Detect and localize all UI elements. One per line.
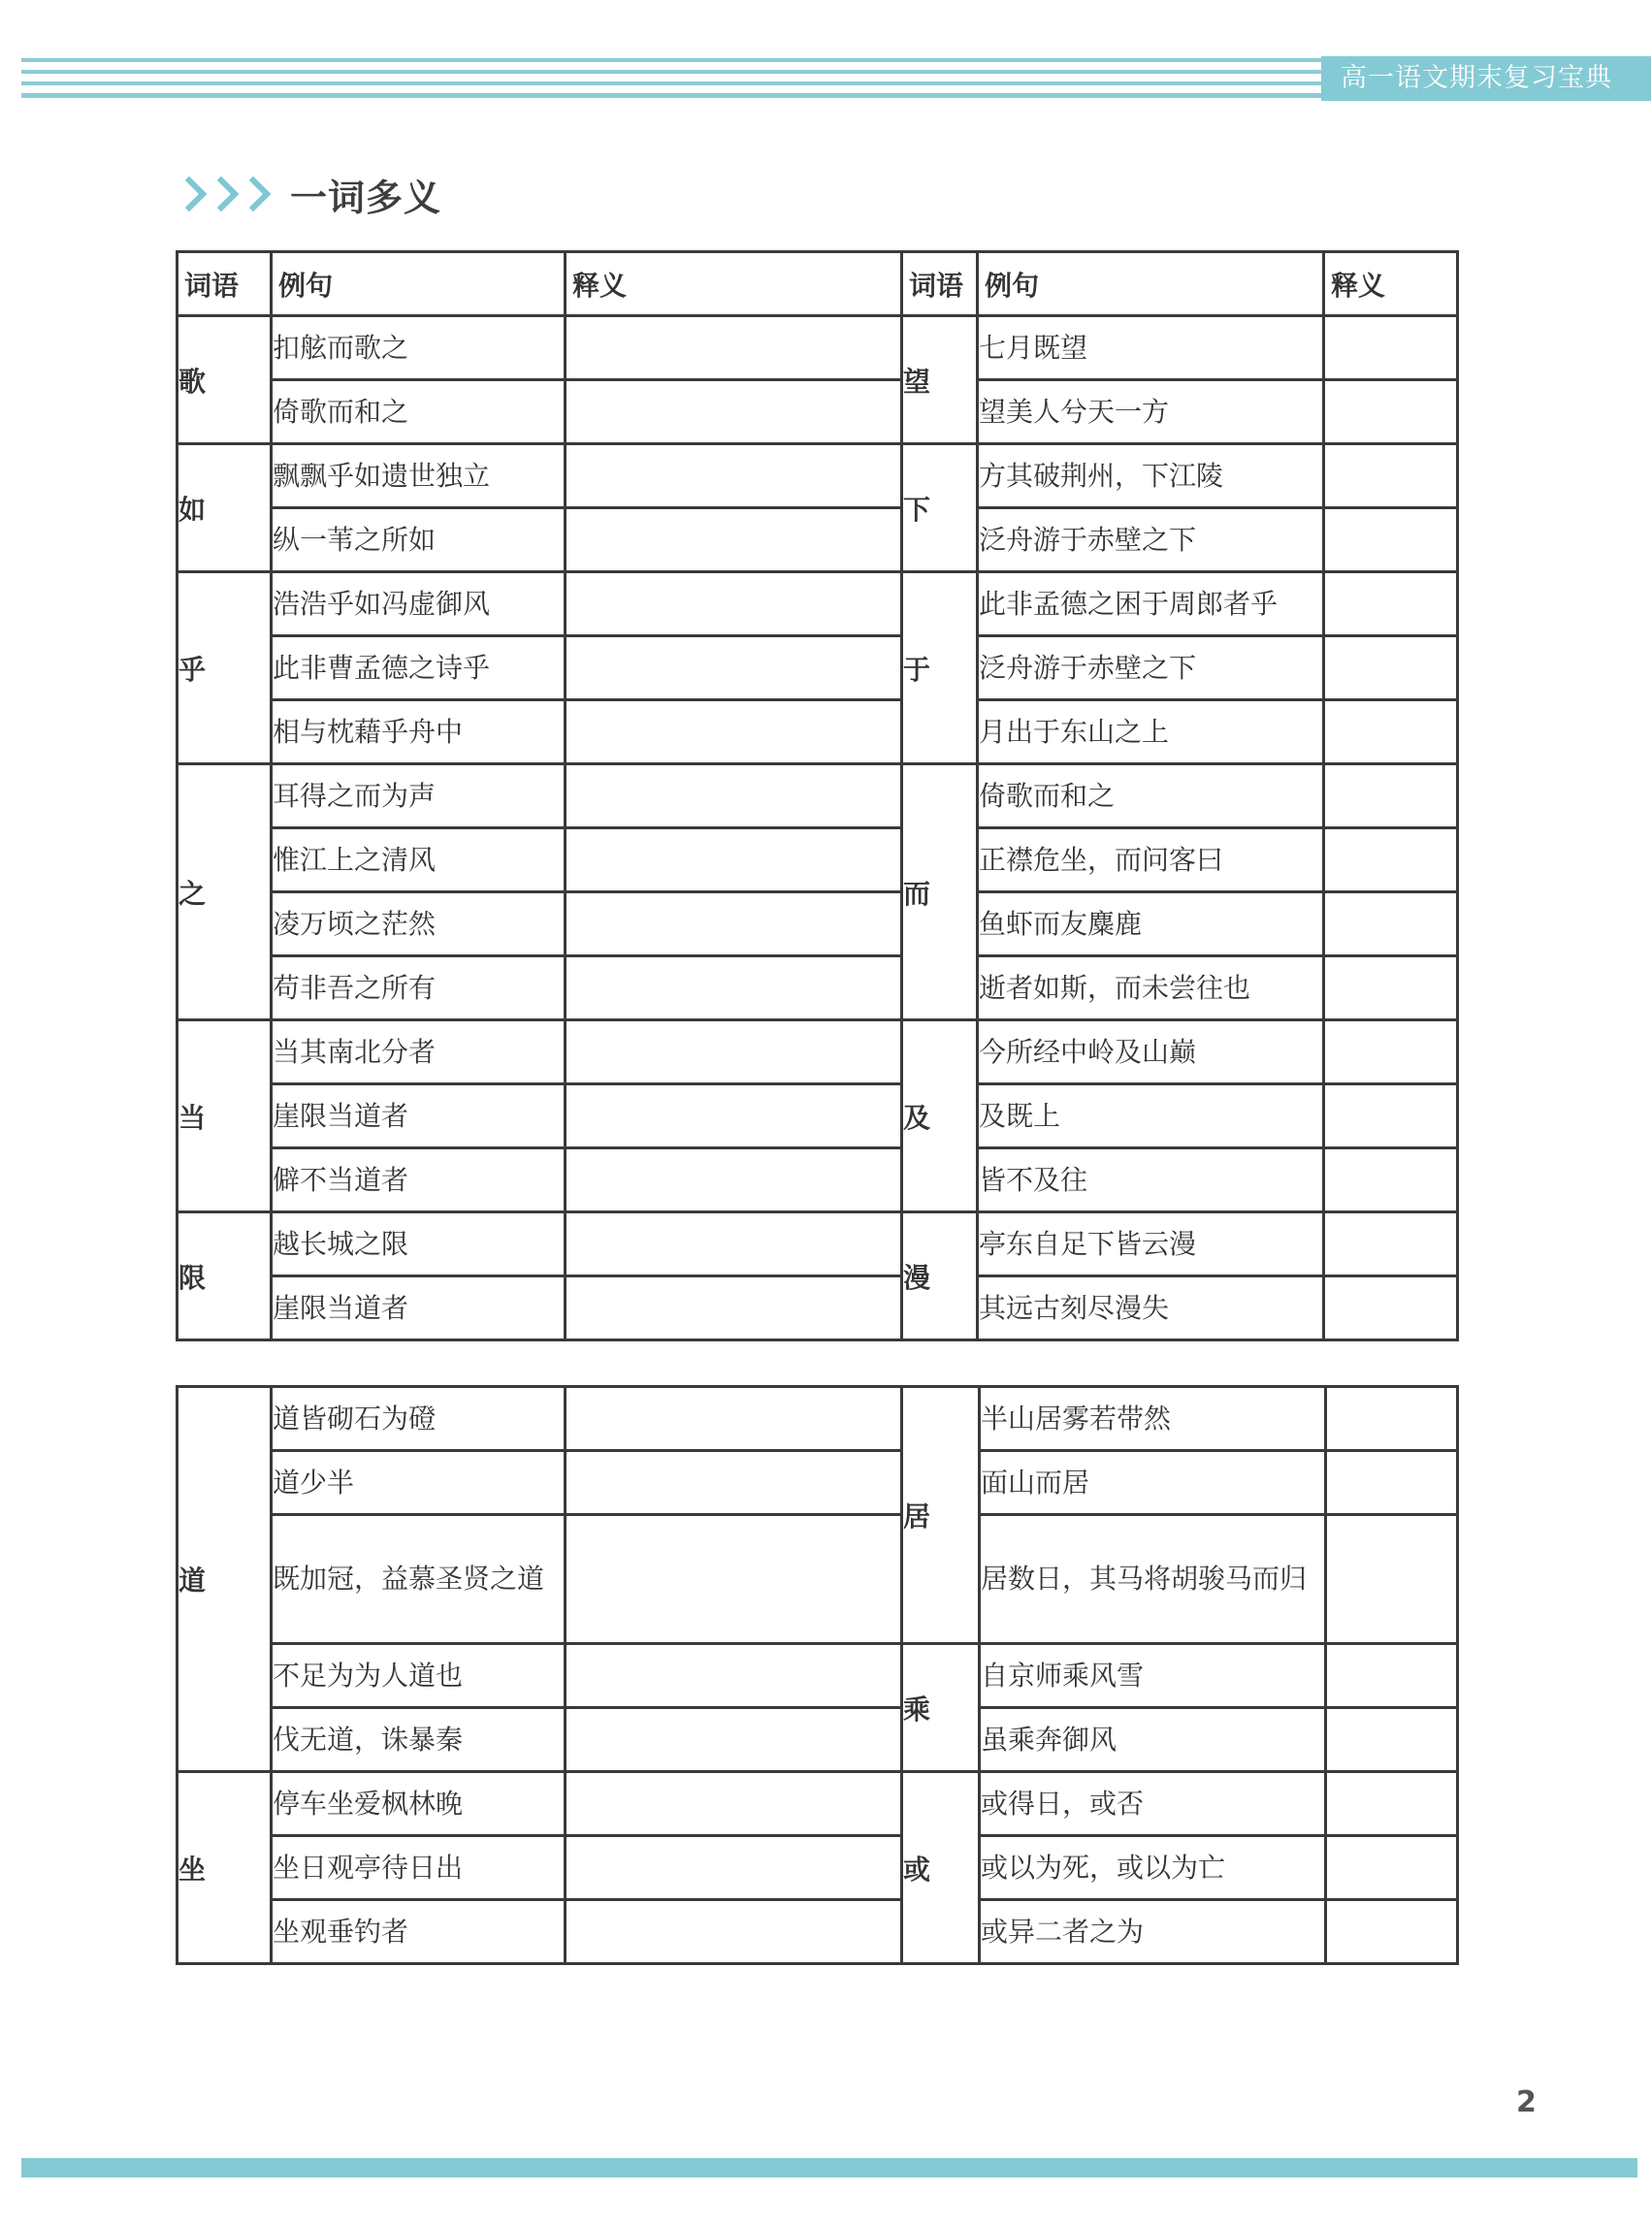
meaning-answer-cell[interactable] — [566, 1708, 902, 1772]
word-cell: 如 — [178, 444, 272, 572]
meaning-answer-cell[interactable] — [566, 316, 902, 380]
example-sentence-cell: 望美人兮天一方 — [978, 380, 1324, 444]
example-sentence-cell: 浩浩乎如冯虚御风 — [272, 572, 566, 636]
header-stripes — [21, 58, 1321, 99]
word-cell: 限 — [178, 1212, 272, 1340]
meaning-answer-cell[interactable] — [566, 828, 902, 892]
vocab-table-block-2 — [176, 1385, 1459, 1965]
example-sentence-cell: 耳得之而为声 — [272, 764, 566, 828]
column-header-example: 例句 — [272, 252, 566, 316]
example-sentence-cell: 泛舟游于赤壁之下 — [978, 636, 1324, 700]
word-cell: 歌 — [178, 316, 272, 444]
meaning-answer-cell[interactable] — [1324, 700, 1458, 764]
example-sentence-cell: 飘飘乎如遗世独立 — [272, 444, 566, 508]
table-row — [178, 1020, 1458, 1084]
example-sentence-cell: 此非孟德之困于周郎者乎 — [978, 572, 1324, 636]
meaning-answer-cell[interactable] — [566, 1836, 902, 1900]
word-cell: 道 — [178, 1387, 272, 1772]
example-sentence-cell: 自京师乘风雪 — [980, 1644, 1326, 1708]
meaning-answer-cell[interactable] — [1324, 828, 1458, 892]
meaning-answer-cell[interactable] — [1324, 892, 1458, 956]
meaning-answer-cell[interactable] — [1324, 764, 1458, 828]
meaning-answer-cell[interactable] — [1324, 956, 1458, 1020]
table-row — [178, 380, 1458, 444]
meaning-answer-cell[interactable] — [566, 1084, 902, 1148]
table-row — [178, 316, 1458, 380]
example-sentence-cell: 逝者如斯，而未尝往也 — [978, 956, 1324, 1020]
meaning-answer-cell[interactable] — [1326, 1772, 1458, 1836]
example-sentence-cell: 半山居雾若带然 — [980, 1387, 1326, 1451]
meaning-answer-cell[interactable] — [1326, 1644, 1458, 1708]
meaning-answer-cell[interactable] — [1324, 1276, 1458, 1340]
example-sentence-cell: 方其破荆州，下江陵 — [978, 444, 1324, 508]
table-row — [178, 636, 1458, 700]
word-cell: 漫 — [902, 1212, 978, 1340]
table-row — [178, 508, 1458, 572]
word-cell: 之 — [178, 764, 272, 1020]
example-sentence-cell: 坐日观亭待日出 — [272, 1836, 566, 1900]
example-sentence-cell: 伐无道，诛暴秦 — [272, 1708, 566, 1772]
meaning-answer-cell[interactable] — [1324, 1020, 1458, 1084]
column-header-example: 例句 — [978, 252, 1324, 316]
meaning-answer-cell[interactable] — [1324, 316, 1458, 380]
example-sentence-cell: 崖限当道者 — [272, 1276, 566, 1340]
word-cell: 或 — [902, 1772, 980, 1964]
example-sentence-cell: 或以为死，或以为亡 — [980, 1836, 1326, 1900]
example-sentence-cell: 崖限当道者 — [272, 1084, 566, 1148]
example-sentence-cell: 凌万顷之茫然 — [272, 892, 566, 956]
table-row — [178, 1515, 1458, 1644]
meaning-answer-cell[interactable] — [566, 1515, 902, 1644]
book-title-badge: 高一语文期末复习宝典 — [1321, 56, 1651, 101]
meaning-answer-cell[interactable] — [1324, 1148, 1458, 1212]
example-sentence-cell: 今所经中岭及山巅 — [978, 1020, 1324, 1084]
meaning-answer-cell[interactable] — [1324, 444, 1458, 508]
table-row — [178, 572, 1458, 636]
table-row — [178, 764, 1458, 828]
meaning-answer-cell[interactable] — [566, 1772, 902, 1836]
word-cell: 当 — [178, 1020, 272, 1212]
meaning-answer-cell[interactable] — [566, 380, 902, 444]
meaning-answer-cell[interactable] — [1326, 1515, 1458, 1644]
example-sentence-cell: 居数日，其马将胡骏马而归 — [980, 1515, 1326, 1644]
example-sentence-cell: 七月既望 — [978, 316, 1324, 380]
page-number: 2 — [1516, 2085, 1537, 2119]
table-row — [178, 892, 1458, 956]
example-sentence-cell: 纵一苇之所如 — [272, 508, 566, 572]
example-sentence-cell: 越长城之限 — [272, 1212, 566, 1276]
example-sentence-cell: 皆不及往 — [978, 1148, 1324, 1212]
meaning-answer-cell[interactable] — [566, 700, 902, 764]
table-row — [178, 1836, 1458, 1900]
word-cell: 及 — [902, 1020, 978, 1212]
example-sentence-cell: 僻不当道者 — [272, 1148, 566, 1212]
example-sentence-cell: 既加冠，益慕圣贤之道 — [272, 1515, 566, 1644]
word-cell: 于 — [902, 572, 978, 764]
table-row — [178, 1276, 1458, 1340]
example-sentence-cell: 正襟危坐，而问客曰 — [978, 828, 1324, 892]
word-cell: 下 — [902, 444, 978, 572]
example-sentence-cell: 此非曹孟德之诗乎 — [272, 636, 566, 700]
example-sentence-cell: 坐观垂钓者 — [272, 1900, 566, 1964]
meaning-answer-cell[interactable] — [566, 1900, 902, 1964]
meaning-answer-cell[interactable] — [566, 1387, 902, 1451]
word-cell: 而 — [902, 764, 978, 1020]
word-cell: 乘 — [902, 1644, 980, 1772]
meaning-answer-cell[interactable] — [566, 1148, 902, 1212]
meaning-answer-cell[interactable] — [1324, 636, 1458, 700]
table-row — [178, 828, 1458, 892]
table-row — [178, 444, 1458, 508]
table-row — [178, 1900, 1458, 1964]
meaning-answer-cell[interactable] — [1324, 1212, 1458, 1276]
meaning-answer-cell[interactable] — [1324, 1084, 1458, 1148]
example-sentence-cell: 鱼虾而友麋鹿 — [978, 892, 1324, 956]
example-sentence-cell: 或得日，或否 — [980, 1772, 1326, 1836]
example-sentence-cell: 或异二者之为 — [980, 1900, 1326, 1964]
example-sentence-cell: 惟江上之清风 — [272, 828, 566, 892]
meaning-answer-cell[interactable] — [566, 508, 902, 572]
example-sentence-cell: 其远古刻尽漫失 — [978, 1276, 1324, 1340]
meaning-answer-cell[interactable] — [566, 1020, 902, 1084]
example-sentence-cell: 亭东自足下皆云漫 — [978, 1212, 1324, 1276]
example-sentence-cell: 倚歌而和之 — [272, 380, 566, 444]
example-sentence-cell: 相与枕藉乎舟中 — [272, 700, 566, 764]
meaning-answer-cell[interactable] — [1324, 508, 1458, 572]
example-sentence-cell: 虽乘奔御风 — [980, 1708, 1326, 1772]
column-header-word: 词语 — [178, 252, 272, 316]
meaning-answer-cell[interactable] — [1326, 1708, 1458, 1772]
meaning-answer-cell[interactable] — [566, 1276, 902, 1340]
example-sentence-cell: 当其南北分者 — [272, 1020, 566, 1084]
meaning-answer-cell[interactable] — [566, 444, 902, 508]
triple-chevron-right-icon — [177, 181, 273, 207]
example-sentence-cell: 面山而居 — [980, 1451, 1326, 1515]
meaning-answer-cell[interactable] — [1326, 1836, 1458, 1900]
example-sentence-cell: 及既上 — [978, 1084, 1324, 1148]
meaning-answer-cell[interactable] — [566, 1212, 902, 1276]
example-sentence-cell: 道皆砌石为磴 — [272, 1387, 566, 1451]
word-cell: 居 — [902, 1387, 980, 1644]
example-sentence-cell: 月出于东山之上 — [978, 700, 1324, 764]
table-row — [178, 1387, 1458, 1451]
example-sentence-cell: 泛舟游于赤壁之下 — [978, 508, 1324, 572]
section-title: 一词多义 — [290, 176, 442, 219]
example-sentence-cell: 不足为为人道也 — [272, 1644, 566, 1708]
example-sentence-cell: 扣舷而歌之 — [272, 316, 566, 380]
table-row — [178, 1451, 1458, 1515]
example-sentence-cell: 道少半 — [272, 1451, 566, 1515]
table-row — [178, 700, 1458, 764]
meaning-answer-cell[interactable] — [566, 572, 902, 636]
table-row — [178, 1084, 1458, 1148]
column-header-meaning: 释义 — [1324, 252, 1458, 316]
meaning-answer-cell[interactable] — [566, 1451, 902, 1515]
table-row — [178, 1708, 1458, 1772]
table-row — [178, 1644, 1458, 1708]
example-sentence-cell: 苟非吾之所有 — [272, 956, 566, 1020]
header-stripe — [21, 70, 1321, 74]
meaning-answer-cell[interactable] — [1326, 1451, 1458, 1515]
meaning-answer-cell[interactable] — [566, 892, 902, 956]
meaning-answer-cell[interactable] — [1324, 572, 1458, 636]
table-row — [178, 1148, 1458, 1212]
table-row — [178, 1772, 1458, 1836]
header-stripe — [21, 93, 1321, 98]
meaning-answer-cell[interactable] — [1326, 1387, 1458, 1451]
header-stripe — [21, 58, 1321, 62]
meaning-answer-cell[interactable] — [566, 1644, 902, 1708]
meaning-answer-cell[interactable] — [1326, 1900, 1458, 1964]
header-stripe — [21, 81, 1321, 85]
vocab-table-block-1 — [176, 250, 1459, 1341]
meaning-answer-cell[interactable] — [566, 636, 902, 700]
example-sentence-cell: 停车坐爱枫林晚 — [272, 1772, 566, 1836]
section-heading — [177, 167, 441, 221]
word-cell: 望 — [902, 316, 978, 444]
word-cell: 坐 — [178, 1772, 272, 1964]
table-row — [178, 1212, 1458, 1276]
column-header-meaning: 释义 — [566, 252, 902, 316]
meaning-answer-cell[interactable] — [1324, 380, 1458, 444]
footer-bar — [21, 2158, 1637, 2178]
example-sentence-cell: 倚歌而和之 — [978, 764, 1324, 828]
table-row — [178, 956, 1458, 1020]
meaning-answer-cell[interactable] — [566, 956, 902, 1020]
column-header-word: 词语 — [902, 252, 978, 316]
word-cell: 乎 — [178, 572, 272, 764]
meaning-answer-cell[interactable] — [566, 764, 902, 828]
